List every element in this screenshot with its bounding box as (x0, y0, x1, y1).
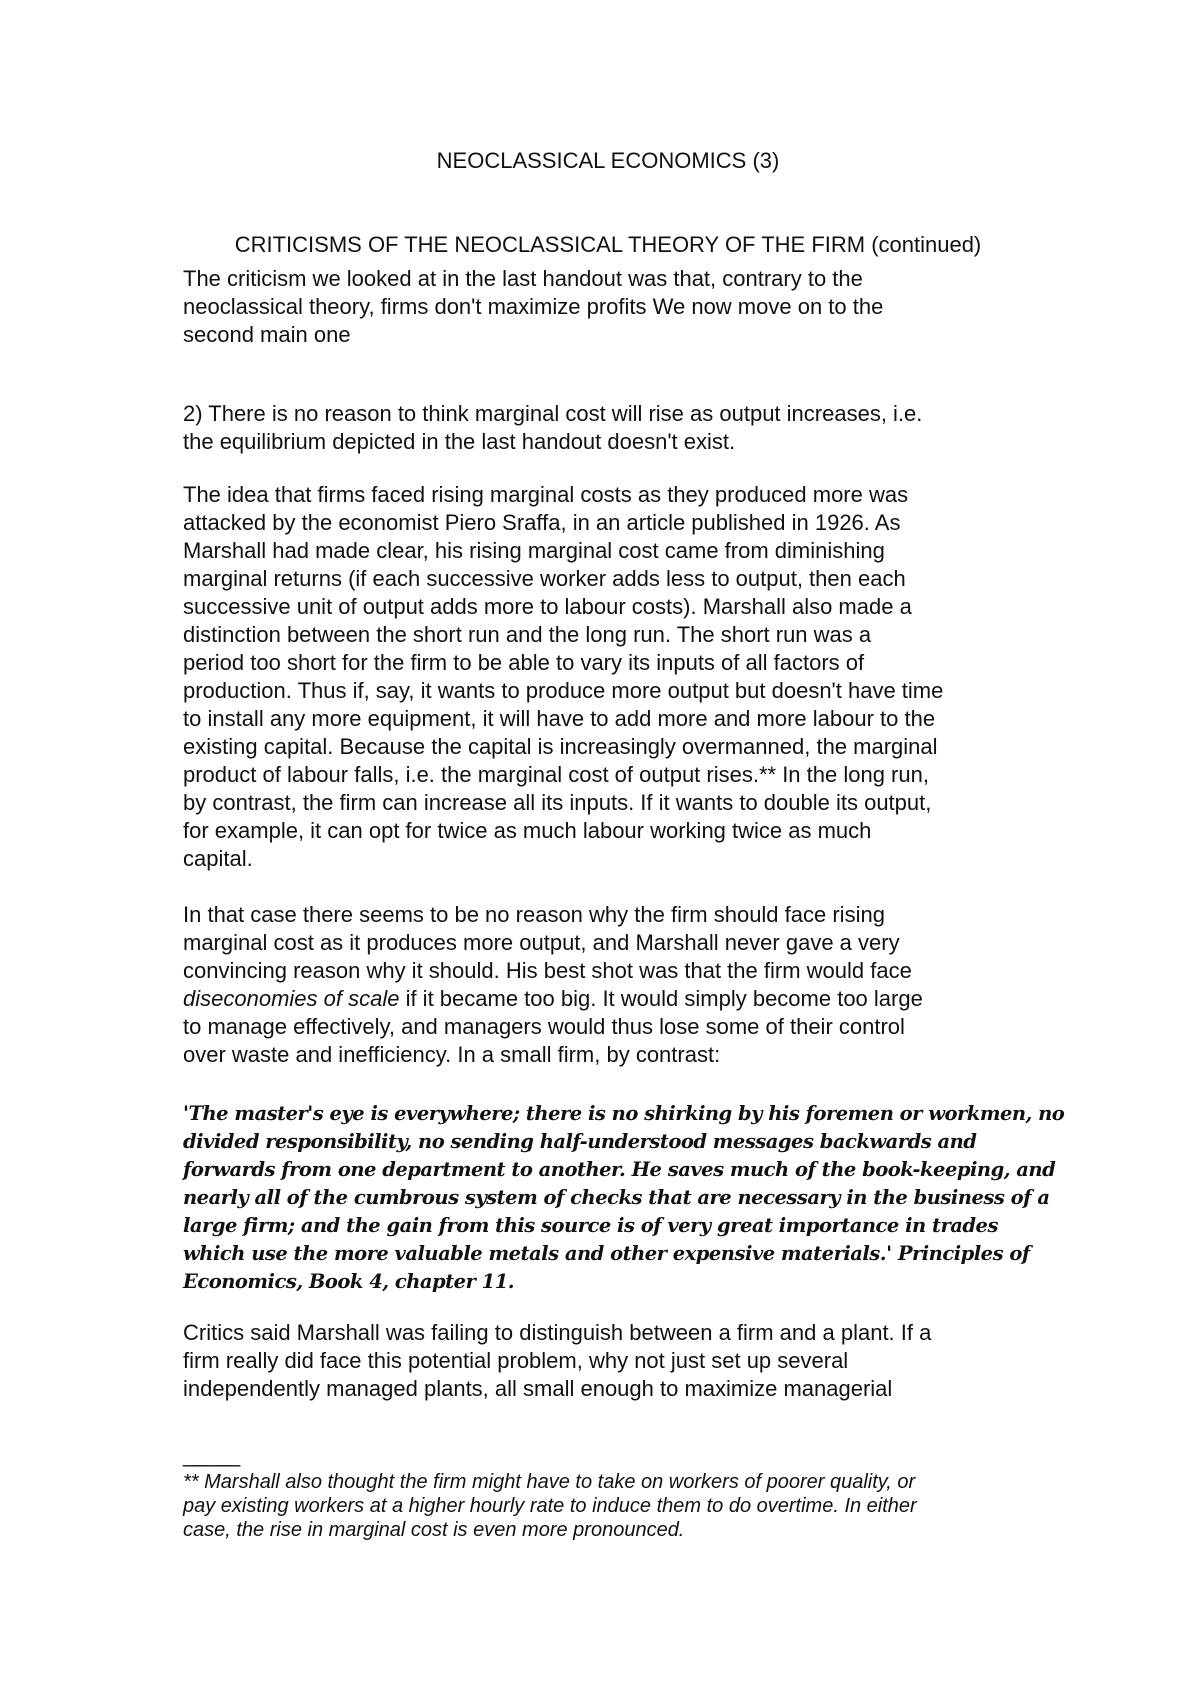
text-line: period too short for the firm to be able to vary its inputs of all factors of (183, 650, 865, 675)
text-line: for example, it can opt for twice as much labour working twice as much (183, 818, 872, 843)
footnote-separator: _____ (183, 1442, 240, 1467)
footnote-line: case, the rise in marginal cost is even more pronounced. (183, 1519, 685, 1541)
text-line: Marshall had made clear, his rising marginal cost came from diminishing (183, 538, 885, 563)
text-line: by contrast, the firm can increase all its inputs. If it wants to double its output, (183, 790, 932, 815)
text-line: In that case there seems to be no reason why the firm should face rising (183, 902, 885, 927)
quote-line: 'The master's eye is everywhere; there is no shirking by his foremen or workmen, no (183, 1102, 1065, 1125)
text-line: marginal returns (if each successive worker adds less to output, then each (183, 566, 906, 591)
text-fragment: if it became too big. It would simply become too large (399, 986, 923, 1011)
text-line: to manage effectively, and managers would thus lose some of their control (183, 1014, 905, 1039)
footnote-line: pay existing workers at a higher hourly rate to induce them to do overtime. In either (183, 1495, 917, 1517)
text-line (183, 985, 1033, 1013)
text-line: existing capital. Because the capital is increasingly overmanned, the marginal (183, 734, 938, 759)
footnote (183, 1470, 1033, 1542)
text-line: production. Thus if, say, it wants to produce more output but doesn't have time (183, 678, 944, 703)
quote-line: forwards from one department to another. He saves much of the book-keeping, and (183, 1158, 1056, 1181)
emphasized-term: diseconomies of scale (183, 986, 400, 1011)
text-line: product of labour falls, i.e. the marginal cost of output rises.** In the long run, (183, 762, 929, 787)
text-line: firm really did face this potential problem, why not just set up several (183, 1348, 849, 1373)
text-line: second main one (183, 322, 351, 347)
intro-paragraph (183, 265, 1033, 349)
text-line: neoclassical theory, firms don't maximize profits We now move on to the (183, 294, 884, 319)
text-line: The idea that firms faced rising marginal costs as they produced more was (183, 482, 909, 507)
text-line: successive unit of output adds more to labour costs). Marshall also made a (183, 594, 912, 619)
point-two-paragraph (183, 400, 1033, 456)
quote-line: large firm; and the gain from this source is of very great importance in trades (183, 1214, 998, 1237)
diseconomies-paragraph (183, 901, 1033, 1069)
text-line: convincing reason why it should. His best shot was that the firm would face (183, 958, 912, 983)
text-line: Critics said Marshall was failing to distinguish between a firm and a plant. If a (183, 1320, 932, 1345)
quote-line: which use the more valuable metals and other expensive materials.' Principles of (183, 1242, 1030, 1265)
text-line: 2) There is no reason to think marginal cost will rise as output increases, i.e. (183, 401, 923, 426)
quote-line: divided responsibility, no sending half-understood messages backwards and (183, 1130, 977, 1153)
footnote-line: ** Marshall also thought the firm might have to take on workers of poorer quality, or (183, 1471, 916, 1493)
quote-line: nearly all of the cumbrous system of checks that are necessary in the business of a (183, 1186, 1050, 1209)
text-line: independently managed plants, all small enough to maximize managerial (183, 1376, 893, 1401)
marshall-quote (183, 1100, 1065, 1296)
text-line: The criticism we looked at in the last handout was that, contrary to the (183, 266, 863, 291)
sraffa-paragraph (183, 481, 1033, 873)
text-line: attacked by the economist Piero Sraffa, in an article published in 1926. As (183, 510, 901, 535)
document-title: NEOCLASSICAL ECONOMICS (3) (436, 148, 780, 173)
text-line: to install any more equipment, it will have to add more and more labour to the (183, 706, 936, 731)
quote-line: Economics, Book 4, chapter 11. (183, 1270, 515, 1293)
text-line: the equilibrium depicted in the last handout doesn't exist. (183, 429, 736, 454)
section-heading: CRITICISMS OF THE NEOCLASSICAL THEORY OF THE FIRM (continued) (234, 232, 982, 257)
text-line: distinction between the short run and the long run. The short run was a (183, 622, 872, 647)
critics-paragraph (183, 1319, 1033, 1403)
text-line: over waste and inefficiency. In a small firm, by contrast: (183, 1042, 721, 1067)
text-line: capital. (183, 846, 253, 871)
text-line: marginal cost as it produces more output, and Marshall never gave a very (183, 930, 900, 955)
